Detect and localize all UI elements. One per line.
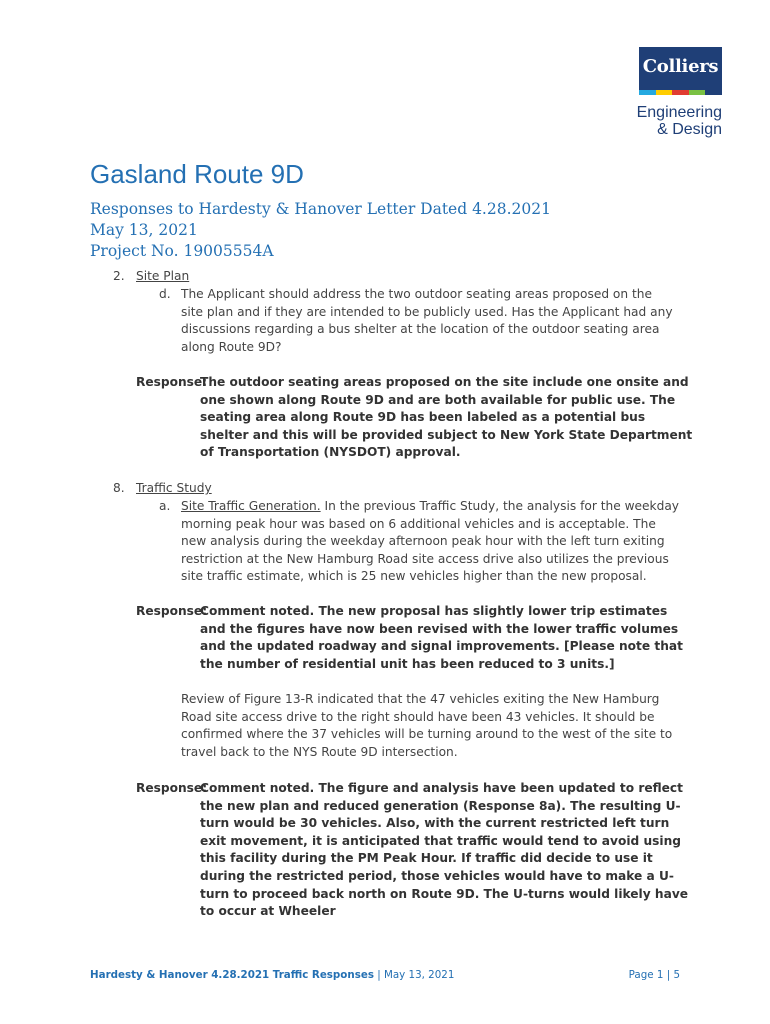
response-label: Response:: [136, 375, 208, 389]
logo-stripes: [639, 90, 722, 95]
item-letter: d.: [159, 287, 171, 301]
response-label: Response:: [136, 781, 208, 795]
comment-text: [181, 498, 681, 586]
response-label: Response:: [136, 604, 208, 618]
logo-stripe: [639, 90, 656, 95]
response-text-content: Comment noted. The figure and analysis have been updated to reflect the new plan and reduced generation (Response 8a). The resulting U-turn would be 30 vehicles. Also, with the current restricted left turn exit movement, it is anticipated that traffic would tend to avoid using this facility during the PM Peak Hour. If traffic did decide to use it during the restricted period, those vehicles would have to make a U-turn to proceed back north on Route 9D. The U-turns would likely have to occur at Wheeler: [200, 781, 689, 919]
document-date: May 13, 2021: [90, 221, 198, 239]
logo-stripe: [689, 90, 706, 95]
project-number: Project No. 19005554A: [90, 242, 274, 260]
page-number: Page 1 | 5: [628, 969, 680, 981]
footer: [90, 969, 454, 981]
logo-stripe: [656, 90, 673, 95]
comment-text: The Applicant should address the two outdoor seating areas proposed on the site plan and if they are intended to be publicly used. Has the Applicant had any discussions regarding a bus shelter at the location of the outdoor seating area along Route 9D?: [181, 287, 673, 354]
response-text: [200, 603, 696, 673]
item-text: In the previous Traffic Study, the analysis for the weekday morning peak hour was based on 6 additional vehicles and is acceptable. The new analysis during the weekday afternoon peak hour with the left turn exiting restriction at the New Hamburg Road site access drive also utilizes the previous site traffic estimate, which is 25 new vehicles higher than the new proposal.: [181, 499, 680, 584]
response-block: [136, 603, 696, 673]
response-block: [136, 374, 696, 462]
document-subtitle: Responses to Hardesty & Hanover Letter Dated 4.28.2021: [90, 200, 551, 218]
section-number: 2.: [113, 269, 125, 283]
logo-stripe: [705, 90, 722, 95]
logo-subtitle: [637, 104, 722, 138]
section-heading: Site Plan: [136, 269, 190, 283]
response-text: [200, 374, 696, 462]
logo-line-2: & Design: [657, 121, 722, 138]
footer-doc-title: Hardesty & Hanover 4.28.2021 Traffic Responses: [90, 969, 374, 981]
logo-name: Colliers: [642, 56, 719, 77]
section-number: 8.: [113, 481, 125, 495]
colliers-logo: [639, 47, 722, 95]
response-text: [200, 780, 696, 921]
footer-separator: |: [373, 969, 384, 981]
page-title: Gasland Route 9D: [90, 159, 304, 189]
response-text-content: Comment noted. The new proposal has slightly lower trip estimates and the figures have now been revised with the lower traffic volumes and the updated roadway and signal improvements. [Please note that the number of residential unit has been reduced to 3 units.]: [200, 604, 683, 671]
logo-stripe: [672, 90, 689, 95]
section-heading: Traffic Study: [136, 481, 212, 495]
item-letter: a.: [159, 499, 171, 513]
item-title: Site Traffic Generation.: [181, 499, 321, 513]
review-text: Review of Figure 13-R indicated that the 47 vehicles exiting the New Hamburg Road site access drive to the right should have been 43 vehicles. It should be confirmed where the 37 vehicles will be turning around to the west of the site to travel back to the NYS Route 9D intersection.: [181, 692, 673, 759]
logo-line-1: Engineering: [636, 104, 722, 121]
response-text-content: The outdoor seating areas proposed on the site include one onsite and one shown along Route 9D and are both available for public use. The seating area along Route 9D has been labeled as a potential bus shelter and this will be provided subject to New York State Department of Transportation (NYSDOT) approval.: [200, 375, 693, 460]
footer-date: May 13, 2021: [383, 969, 455, 981]
response-block: [136, 780, 696, 921]
